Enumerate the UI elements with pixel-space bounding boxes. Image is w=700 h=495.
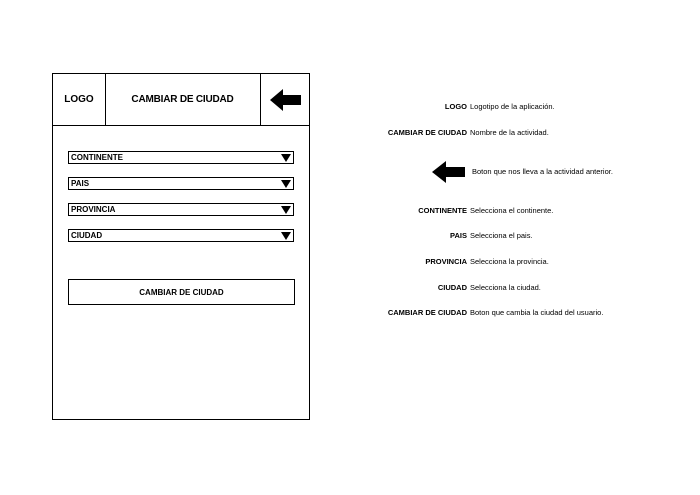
- legend-desc: Logotipo de la aplicación.: [470, 102, 555, 111]
- legend-item: [360, 231, 690, 240]
- legend-desc: Selecciona el pais.: [470, 231, 533, 240]
- legend-desc: Boton que cambia la ciudad del usuario.: [470, 308, 604, 317]
- legend-key: CONTINENTE: [418, 206, 467, 215]
- legend-key: LOGO: [444, 102, 467, 111]
- change-city-button[interactable]: CAMBIAR DE CIUDAD: [68, 279, 295, 305]
- triangle-down-icon: [281, 232, 291, 240]
- legend-item: [360, 257, 690, 266]
- triangle-down-icon: [281, 206, 291, 214]
- country-dropdown-label: PAIS: [71, 179, 90, 188]
- continent-dropdown-label: CONTINENTE: [71, 153, 123, 162]
- left-arrow-icon: [270, 88, 302, 112]
- province-dropdown-label: PROVINCIA: [71, 205, 116, 214]
- phone-mockup: [52, 73, 310, 420]
- legend-key: CAMBIAR DE CIUDAD: [387, 308, 467, 317]
- legend-arrow-desc: Boton que nos lleva a la actividad anterior.: [472, 167, 613, 176]
- back-button[interactable]: [260, 74, 310, 125]
- legend-desc: Selecciona la ciudad.: [470, 283, 541, 292]
- legend-key: PROVINCIA: [425, 257, 467, 266]
- legend-desc: Selecciona el continente.: [470, 206, 554, 215]
- legend-item: [360, 308, 690, 317]
- legend-item: [360, 206, 690, 215]
- triangle-down-icon: [281, 154, 291, 162]
- legend-key: PAIS: [450, 231, 467, 240]
- legend-key: CIUDAD: [437, 283, 467, 292]
- header-divider: [53, 125, 309, 126]
- legend-desc: Nombre de la actividad.: [470, 128, 549, 137]
- legend-desc: Selecciona la provincia.: [470, 257, 549, 266]
- province-dropdown[interactable]: [68, 203, 294, 216]
- legend-key: CAMBIAR DE CIUDAD: [387, 128, 467, 137]
- continent-dropdown[interactable]: [68, 151, 294, 164]
- city-dropdown-label: CIUDAD: [71, 231, 103, 240]
- activity-title: CAMBIAR DE CIUDAD: [131, 94, 234, 105]
- logo: LOGO: [53, 74, 106, 125]
- city-dropdown[interactable]: [68, 229, 294, 242]
- legend-item: [360, 128, 690, 137]
- legend-item: [360, 102, 690, 111]
- left-arrow-icon: [432, 160, 466, 184]
- legend-item: [360, 283, 690, 292]
- country-dropdown[interactable]: [68, 177, 294, 190]
- triangle-down-icon: [281, 180, 291, 188]
